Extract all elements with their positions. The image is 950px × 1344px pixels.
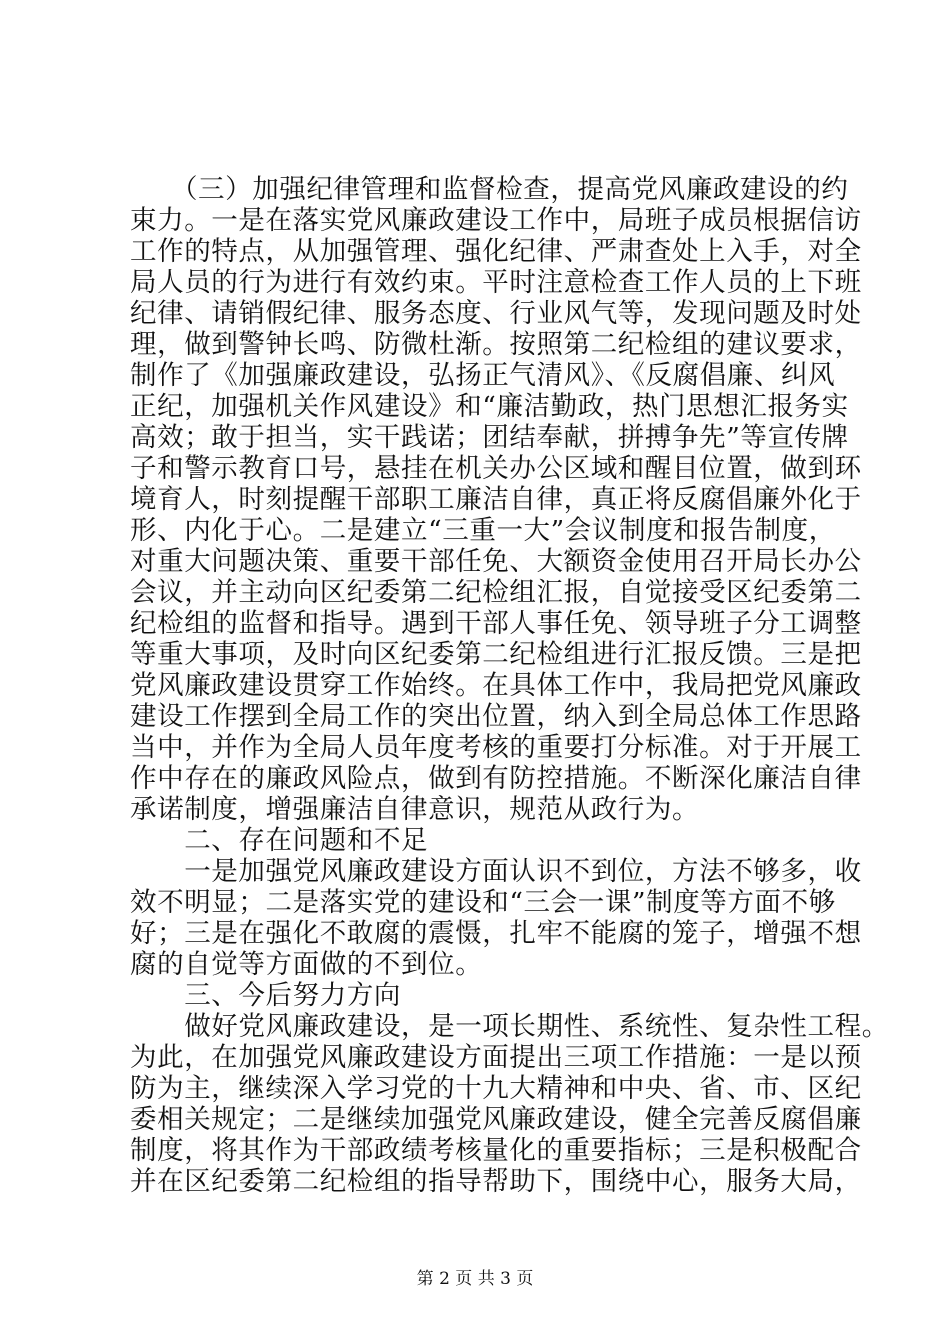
text-line: 好；三是在强化不敢腐的震慑，扎牢不能腐的笼子，增强不想	[130, 918, 862, 949]
text-line: 局人员的行为进行有效约束。平时注意检查工作人员的上下班	[130, 267, 862, 298]
text-line: 做好党风廉政建设，是一项长期性、系统性、复杂性工程。	[130, 1011, 889, 1042]
text-line: 束力。一是在落实党风廉政建设工作中，局班子成员根据信访	[130, 205, 862, 236]
text-line: 党风廉政建设贯穿工作始终。在具体工作中，我局把党风廉政	[130, 670, 862, 701]
text-line: 制作了《加强廉政建设，弘扬正气清风》、《反腐倡廉、纠风	[130, 360, 836, 391]
text-line: 等重大事项，及时向区纪委第二纪检组进行汇报反馈。三是把	[130, 639, 862, 670]
text-line: 会议，并主动向区纪委第二纪检组汇报，自觉接受区纪委第二	[130, 577, 862, 608]
text-line: 效不明显；二是落实党的建设和“三会一课”制度等方面不够	[130, 887, 836, 918]
text-line: 形、内化于心。二是建立“三重一大”会议制度和报告制度，	[130, 515, 836, 546]
text-line: 腐的自觉等方面做的不到位。	[130, 949, 483, 980]
text-line: 对重大问题决策、重要干部任免、大额资金使用召开局长办公	[130, 546, 862, 577]
text-line: 作中存在的廉政风险点，做到有防控措施。不断深化廉洁自律	[130, 763, 862, 794]
text-line: 工作的特点，从加强管理、强化纪律、严肃查处上入手，对全	[130, 236, 862, 267]
text-line: 一是加强党风廉政建设方面认识不到位，方法不够多，收	[130, 856, 862, 887]
text-line: 防为主，继续深入学习党的十九大精神和中央、省、市、区纪	[130, 1073, 862, 1104]
text-line: 当中，并作为全局人员年度考核的重要打分标准。对于开展工	[130, 732, 862, 763]
text-line: 理，做到警钟长鸣、防微杜渐。按照第二纪检组的建议要求，	[130, 329, 862, 360]
text-line: 委相关规定；二是继续加强党风廉政建设，健全完善反腐倡廉	[130, 1104, 862, 1135]
text-line: 正纪，加强机关作风建设》和“廉洁勤政，热门思想汇报务实	[130, 391, 849, 422]
text-line: 高效；敢于担当，实干践诺；团结奉献，拼搏争先”等宣传牌	[130, 422, 849, 453]
text-line: （三）加强纪律管理和监督检查，提高党风廉政建设的约	[130, 174, 849, 205]
text-line: 建设工作摆到全局工作的突出位置，纳入到全局总体工作思路	[130, 701, 862, 732]
section-heading: 二、存在问题和不足	[130, 825, 429, 856]
text-line: 承诺制度，增强廉洁自律意识，规范从政行为。	[130, 794, 700, 825]
section-heading: 三、今后努力方向	[130, 980, 401, 1011]
text-line: 纪律、请销假纪律、服务态度、行业风气等，发现问题及时处	[130, 298, 862, 329]
text-line: 子和警示教育口号，悬挂在机关办公区域和醒目位置，做到环	[130, 453, 862, 484]
text-line: 为此，在加强党风廉政建设方面提出三项工作措施：一是以预	[130, 1042, 862, 1073]
text-line: 纪检组的监督和指导。遇到干部人事任免、领导班子分工调整	[130, 608, 862, 639]
text-line: 境育人，时刻提醒干部职工廉洁自律，真正将反腐倡廉外化于	[130, 484, 862, 515]
text-line: 并在区纪委第二纪检组的指导帮助下，围绕中心，服务大局，	[130, 1166, 862, 1197]
text-line: 制度，将其作为干部政绩考核量化的重要指标；三是积极配合	[130, 1135, 862, 1166]
page-number-footer: 第 2 页 共 3 页	[416, 1269, 534, 1289]
